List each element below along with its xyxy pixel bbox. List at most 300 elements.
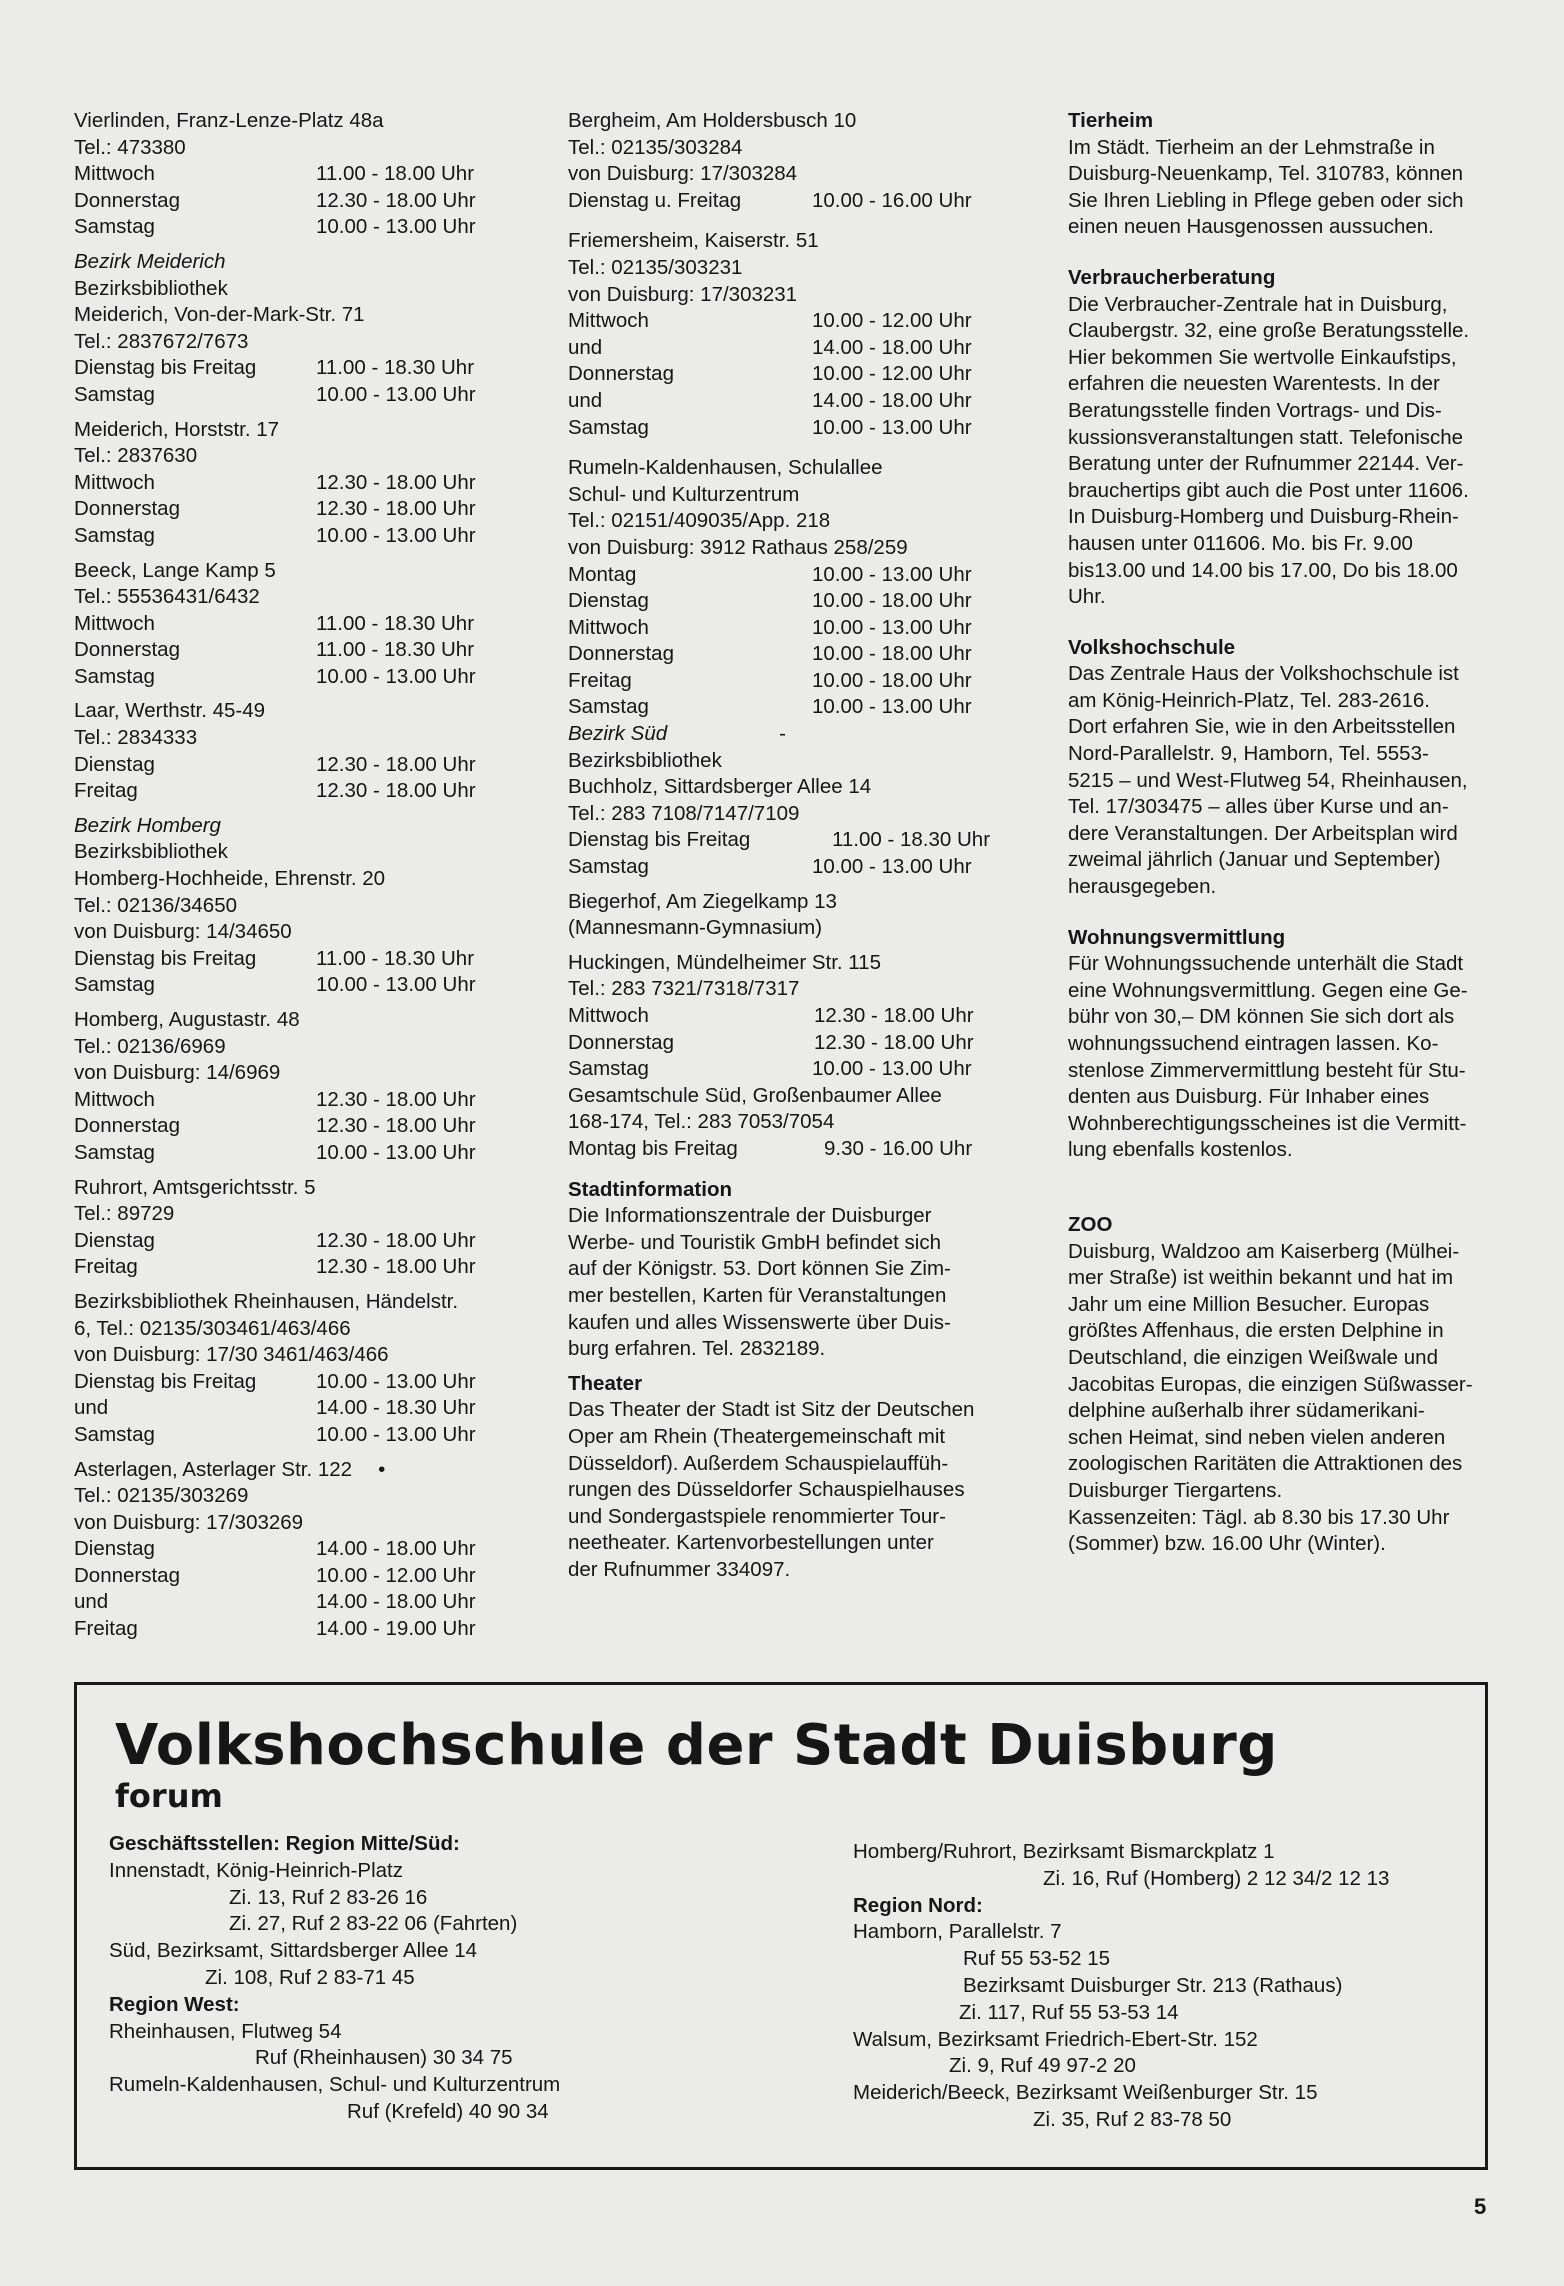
hours-time: 10.00 - 18.00 Uhr: [812, 589, 972, 613]
library-head: Schul- und Kulturzentrum: [568, 482, 800, 506]
hours-day: Mittwoch: [568, 1004, 649, 1027]
hours-day: Donnerstag: [74, 638, 180, 662]
library-vierlinden: [74, 108, 504, 241]
district-library-label: Bezirksbibliothek: [74, 276, 228, 300]
library-head: Huckingen, Mündelheimer Str. 115: [568, 950, 881, 974]
section-text: Jacobitas Europas, die einzigen Süßwasser-: [1068, 1372, 1473, 1396]
hours-day: Mittwoch: [568, 615, 649, 639]
office-line: Ruf (Rheinhausen) 30 34 75: [255, 2046, 513, 2070]
library-homberg-hochheide: [74, 866, 504, 999]
section-text: Sie Ihren Liebling in Pflege geben oder sich: [1068, 188, 1464, 212]
hours-time: 12.30 - 18.00 Uhr: [814, 1030, 974, 1054]
hours-row: [568, 641, 992, 668]
column-libraries-2: [568, 108, 992, 1583]
section-text: wohnungssuchend eintragen lassen. Ko-: [1068, 1032, 1439, 1055]
hours-day: Donnerstag: [74, 1114, 180, 1138]
library-head-text: Asterlagen, Asterlager Str. 122: [74, 1457, 353, 1481]
hours-day: Donnerstag: [74, 1563, 180, 1587]
hours-time: 12.30 - 18.00 Uhr: [316, 1114, 476, 1138]
section-text: (Sommer) bzw. 16.00 Uhr (Winter).: [1068, 1532, 1386, 1556]
hours-day: Freitag: [568, 668, 632, 692]
hours-row: [74, 611, 504, 638]
hours-day: und: [74, 1590, 109, 1614]
hours-row: [74, 382, 504, 409]
library-tel-extra: von Duisburg: 17/30 3461/463/466: [74, 1343, 389, 1367]
library-head: Rumeln-Kaldenhausen, Schulallee: [568, 456, 883, 480]
office-line: Ruf 55 53-52 15: [963, 1947, 1111, 1971]
region-heading: Region West:: [109, 1992, 240, 2016]
hours-row: [568, 854, 992, 881]
section-text: Beratung unter der Rufnummer 22144. Ver-: [1068, 452, 1464, 476]
section-text: Kassenzeiten: Tägl. ab 8.30 bis 17.30 Uhr: [1068, 1505, 1450, 1529]
section-text: Wohnberechtigungsscheines ist die Vermitt-: [1068, 1111, 1467, 1135]
library-tel: Tel.: 02135/303269: [74, 1484, 249, 1508]
hours-row: [74, 523, 504, 550]
hours-day: Samstag: [568, 1057, 649, 1081]
dash-mark: -: [779, 722, 786, 746]
section-text: mer Straße) ist weithin bekannt und hat im: [1068, 1266, 1454, 1290]
hours-time: 10.00 - 13.00 Uhr: [812, 1057, 972, 1081]
hours-time: 12.30 - 18.00 Uhr: [316, 1087, 476, 1111]
section-text: Oper am Rhein (Theatergemeinschaft mit: [568, 1424, 946, 1448]
hours-day: Dienstag bis Freitag: [74, 946, 257, 970]
hours-row: [74, 496, 504, 523]
hours-day: Samstag: [74, 1140, 155, 1164]
library-homberg-augusta: [74, 1007, 504, 1167]
hours-row: [74, 1113, 504, 1140]
hours-day: Samstag: [74, 664, 155, 688]
hours-row: [74, 664, 504, 691]
section-text: Im Städt. Tierheim an der Lehmstraße in: [1068, 135, 1435, 159]
hours-time: 14.00 - 19.00 Uhr: [316, 1617, 476, 1641]
hours-row: [568, 1136, 992, 1163]
hours-time: 10.00 - 13.00 Uhr: [316, 215, 476, 239]
section-title: Tierheim: [1068, 109, 1154, 132]
library-buchholz: [568, 774, 992, 880]
hours-day: Donnerstag: [74, 497, 180, 521]
library-meiderich-horst: [74, 417, 504, 550]
hours-day: und: [568, 388, 603, 412]
hours-time: 12.30 - 18.00 Uhr: [316, 1228, 476, 1252]
section-text: Die Informationszentrale der Duisburger: [568, 1204, 932, 1228]
district-library-label: Bezirksbibliothek: [74, 840, 228, 864]
section-text: am König-Heinrich-Platz, Tel. 283-2616.: [1068, 688, 1430, 712]
section-text: delphine außerhalb ihrer südamerikani-: [1068, 1399, 1425, 1423]
hours-day: Samstag: [568, 415, 649, 439]
vhs-offices-left: [109, 1831, 749, 2126]
hours-day: Mittwoch: [74, 162, 155, 186]
hours-row: [568, 668, 992, 695]
hours-row: [568, 588, 992, 615]
bullet-icon: •: [378, 1457, 386, 1481]
hours-day: und: [568, 335, 603, 359]
hours-time: 11.00 - 18.30 Uhr: [316, 356, 475, 380]
library-meiderich: [74, 302, 504, 408]
section-theater: [568, 1371, 992, 1584]
section-text: Duisburger Tiergartens.: [1068, 1478, 1283, 1502]
section-text: Düsseldorf). Außerdem Schauspielauffüh-: [568, 1451, 949, 1475]
hours-day: Montag: [568, 562, 637, 586]
section-text: zoologischen Raritäten die Attraktionen des: [1068, 1452, 1463, 1476]
hours-time: 10.00 - 12.00 Uhr: [812, 362, 972, 386]
hours-row: [74, 161, 504, 188]
library-head: [74, 1457, 504, 1484]
hours-time: 10.00 - 18.00 Uhr: [812, 642, 972, 666]
library-tel: Tel.: 89729: [74, 1202, 175, 1226]
office-line: Zi. 27, Ruf 2 83-22 06 (Fahrten): [229, 1912, 518, 1936]
hours-day: Dienstag u. Freitag: [568, 188, 742, 212]
hours-time: 14.00 - 18.00 Uhr: [812, 335, 972, 359]
library-head: Homberg-Hochheide, Ehrenstr. 20: [74, 867, 386, 891]
hours-day: Dienstag bis Freitag: [568, 828, 751, 852]
hours-day: Dienstag: [74, 1537, 155, 1561]
library-tel-extra: von Duisburg: 3912 Rathaus 258/259: [568, 535, 908, 559]
library-tel: Tel.: 02135/303231: [568, 255, 743, 279]
hours-time: 10.00 - 13.00 Uhr: [316, 1422, 476, 1446]
section-title: Stadtinformation: [568, 1177, 732, 1201]
section-text: mer bestellen, Karten für Veranstaltungen: [568, 1283, 947, 1307]
hours-time: 10.00 - 13.00 Uhr: [812, 855, 972, 879]
section-wohnungsvermittlung: [1068, 925, 1496, 1164]
hours-time: 10.00 - 16.00 Uhr: [812, 188, 972, 212]
hours-day: Dienstag bis Freitag: [74, 356, 257, 380]
library-rumeln: [568, 455, 992, 721]
hours-time: 10.00 - 13.00 Uhr: [812, 615, 972, 639]
section-text: bühr von 30,– DM können Sie sich dort als: [1068, 1005, 1455, 1029]
library-tel-extra: von Duisburg: 17/303269: [74, 1510, 304, 1534]
library-head: Beeck, Lange Kamp 5: [74, 558, 276, 582]
hours-day: Donnerstag: [568, 1030, 674, 1054]
hours-day: Samstag: [74, 215, 155, 239]
office-line: Zi. 35, Ruf 2 83-78 50: [1033, 2107, 1232, 2131]
hours-day: Dienstag bis Freitag: [74, 1369, 257, 1393]
hours-row: [74, 1228, 504, 1255]
section-text: bis13.00 und 14.00 bis 17.00, Do bis 18.00: [1068, 558, 1458, 582]
hours-row: [568, 1030, 992, 1057]
hours-row: [74, 946, 504, 973]
hours-time: 10.00 - 13.00 Uhr: [812, 415, 972, 439]
hours-day: Freitag: [74, 1255, 138, 1279]
vhs-offices-right: [853, 1839, 1473, 2134]
page-number: 5: [1474, 2194, 1487, 2219]
section-stadtinformation: [568, 1177, 992, 1363]
section-verbraucherberatung: [1068, 265, 1496, 611]
hours-time: 12.30 - 18.00 Uhr: [316, 470, 476, 494]
section-title: Wohnungsvermittlung: [1068, 925, 1286, 949]
section-title: Theater: [568, 1371, 643, 1395]
hours-day: Samstag: [74, 1422, 155, 1446]
section-text: herausgegeben.: [1068, 875, 1217, 899]
section-text: der Rufnummer 334097.: [568, 1557, 791, 1581]
hours-day: Donnerstag: [568, 642, 674, 666]
hours-day: Mittwoch: [74, 470, 155, 494]
office-line: Zi. 108, Ruf 2 83-71 45: [205, 1965, 415, 1989]
section-text: Deutschland, die einzigen Weißwale und: [1068, 1345, 1438, 1369]
office-line: Bezirksamt Duisburger Str. 213 (Rathaus): [963, 1973, 1343, 1997]
hours-row: [74, 1422, 504, 1449]
office-line: Ruf (Krefeld) 40 90 34: [347, 2099, 549, 2123]
library-head: Gesamtschule Süd, Großenbaumer Allee: [568, 1083, 942, 1107]
library-head: Ruhrort, Amtsgerichtsstr. 5: [74, 1175, 316, 1199]
hours-time: 10.00 - 13.00 Uhr: [316, 973, 476, 997]
hours-time: 10.00 - 13.00 Uhr: [812, 695, 972, 719]
hours-time: 10.00 - 13.00 Uhr: [316, 1140, 476, 1164]
hours-row: [568, 694, 992, 721]
region-heading: Geschäftsstellen: Region Mitte/Süd:: [109, 1832, 460, 1855]
library-rheinhausen: [74, 1289, 504, 1449]
section-text: dere Veranstaltungen. Der Arbeitsplan wird: [1068, 821, 1458, 845]
hours-time: 10.00 - 12.00 Uhr: [316, 1563, 476, 1587]
office-line: Zi. 9, Ruf 49 97-2 20: [949, 2054, 1136, 2078]
section-text: kaufen und alles Wissenswerte über Duis-: [568, 1310, 951, 1334]
hours-row: [74, 752, 504, 779]
hours-row: [74, 1563, 504, 1590]
hours-time: 10.00 - 13.00 Uhr: [316, 1369, 476, 1393]
library-head: Buchholz, Sittardsberger Allee 14: [568, 775, 872, 799]
hours-time: 9.30 - 16.00 Uhr: [824, 1136, 973, 1160]
hours-time: 10.00 - 13.00 Uhr: [316, 523, 476, 547]
hours-time: 12.30 - 18.00 Uhr: [316, 497, 476, 521]
library-tel: Tel.: 473380: [74, 135, 186, 159]
library-tel: Tel.: 55536431/6432: [74, 585, 260, 609]
office-line: Walsum, Bezirksamt Friedrich-Ebert-Str. 152: [853, 2027, 1258, 2051]
hours-time: 10.00 - 13.00 Uhr: [316, 382, 476, 406]
section-text: denten aus Duisburg. Für Inhaber eines: [1068, 1085, 1430, 1109]
hours-time: 11.00 - 18.30 Uhr: [316, 638, 475, 662]
library-biegerhof: [568, 889, 992, 942]
hours-day: Samstag: [74, 523, 155, 547]
section-text: Uhr.: [1068, 585, 1106, 609]
hours-row: [74, 1589, 504, 1616]
hours-day: Samstag: [568, 695, 649, 719]
library-head: 6, Tel.: 02135/303461/463/466: [74, 1316, 351, 1340]
section-text: Jahr um eine Million Besucher. Europas: [1068, 1292, 1430, 1316]
hours-day: Donnerstag: [568, 362, 674, 386]
section-text: und Sondergastspiele renommierter Tour-: [568, 1504, 946, 1528]
library-huckingen: [568, 950, 992, 1083]
hours-time: 12.30 - 18.00 Uhr: [316, 752, 476, 776]
vhs-forum-box: [74, 1682, 1488, 2170]
hours-time: 12.30 - 18.00 Uhr: [316, 779, 476, 803]
library-tel: Tel.: 02135/303284: [568, 135, 743, 159]
library-tel: Tel.: 283 7321/7318/7317: [568, 977, 800, 1001]
library-head: Homberg, Augustastr. 48: [74, 1008, 300, 1031]
hours-time: 12.30 - 18.00 Uhr: [814, 1004, 974, 1027]
library-tel: Tel.: 2837672/7673: [74, 329, 249, 353]
section-text: Für Wohnungssuchende unterhält die Stadt: [1068, 952, 1464, 976]
library-tel-extra: von Duisburg: 17/303231: [568, 282, 798, 306]
section-text: Hier bekommen Sie wertvolle Einkaufstips,: [1068, 345, 1457, 369]
section-text: Das Zentrale Haus der Volkshochschule ist: [1068, 662, 1459, 686]
section-text: Das Theater der Stadt ist Sitz der Deutschen: [568, 1398, 975, 1422]
office-line: Hamborn, Parallelstr. 7: [853, 1920, 1062, 1944]
library-ruhrort: [74, 1175, 504, 1281]
vhs-box-subtitle: forum: [115, 1777, 223, 1815]
section-text: Werbe- und Touristik GmbH befindet sich: [568, 1230, 941, 1254]
section-zoo: [1068, 1212, 1496, 1558]
hours-day: Samstag: [568, 855, 649, 879]
section-text: burg erfahren. Tel. 2832189.: [568, 1337, 826, 1361]
hours-row: [74, 355, 504, 382]
library-tel: Tel.: 2837630: [74, 444, 198, 468]
hours-row: [74, 470, 504, 497]
hours-row: [74, 1369, 504, 1396]
hours-time: 10.00 - 12.00 Uhr: [812, 309, 972, 333]
hours-day: Dienstag: [568, 589, 649, 613]
hours-day: und: [74, 1396, 109, 1420]
hours-row: [74, 214, 504, 241]
library-head: Bezirksbibliothek Rheinhausen, Händelstr.: [74, 1289, 459, 1313]
section-tierheim: [1068, 108, 1496, 241]
section-text: lung ebenfalls kostenlos.: [1068, 1138, 1293, 1162]
hours-row: [568, 188, 992, 215]
office-line: Zi. 16, Ruf (Homberg) 2 12 34/2 12 13: [1043, 1866, 1390, 1890]
hours-row: [74, 1140, 504, 1167]
section-text: Tel. 17/303475 – alles über Kurse und an-: [1068, 795, 1449, 819]
hours-time: 10.00 - 13.00 Uhr: [812, 562, 972, 586]
section-text: In Duisburg-Homberg und Duisburg-Rhein-: [1068, 505, 1459, 529]
library-gesamtschule: [568, 1083, 992, 1163]
section-title: ZOO: [1068, 1212, 1113, 1236]
library-head: Laar, Werthstr. 45-49: [74, 699, 266, 723]
section-text: rungen des Düsseldorfer Schauspielhauses: [568, 1478, 965, 1502]
hours-row: [74, 1536, 504, 1563]
hours-day: Freitag: [74, 779, 138, 803]
office-line: Innenstadt, König-Heinrich-Platz: [109, 1858, 403, 1882]
vhs-box-title: Volkshochschule der Stadt Duisburg: [115, 1713, 1278, 1778]
district-heading-row: [568, 721, 992, 748]
district-heading: Bezirk Homberg: [74, 813, 221, 837]
district-heading: Bezirk Süd: [568, 722, 668, 746]
section-text: Duisburg-Neuenkamp, Tel. 310783, können: [1068, 162, 1464, 186]
library-tel: Tel.: 283 7108/7147/7109: [568, 801, 800, 825]
district-library-label: Bezirksbibliothek: [568, 748, 722, 772]
library-tel-extra: von Duisburg: 17/303284: [568, 162, 798, 186]
hours-row: [568, 1003, 992, 1030]
hours-day: Freitag: [74, 1617, 138, 1641]
hours-day: Montag bis Freitag: [568, 1136, 738, 1160]
section-text: hausen unter 011606. Mo. bis Fr. 9.00: [1068, 531, 1413, 555]
library-tel-extra: von Duisburg: 14/6969: [74, 1061, 281, 1085]
library-head: Biegerhof, Am Ziegelkamp 13: [568, 889, 837, 913]
hours-row: [568, 1056, 992, 1083]
office-line: Süd, Bezirksamt, Sittardsberger Allee 14: [109, 1939, 478, 1963]
library-asterlagen: [74, 1457, 504, 1643]
hours-day: Samstag: [74, 973, 155, 997]
hours-row: [568, 361, 992, 388]
section-text: Claubergstr. 32, eine große Beratungsstelle.: [1068, 319, 1470, 343]
library-sub: (Mannesmann-Gymnasium): [568, 916, 823, 940]
hours-time: 11.00 - 18.30 Uhr: [316, 946, 475, 970]
office-line: Rheinhausen, Flutweg 54: [109, 2019, 342, 2043]
library-bergheim: [568, 108, 992, 214]
hours-time: 12.30 - 18.00 Uhr: [316, 1255, 476, 1279]
library-tel-extra: von Duisburg: 14/34650: [74, 920, 292, 944]
hours-day: Mittwoch: [74, 611, 155, 635]
section-text: auf der Königstr. 53. Dort können Sie Zim-: [568, 1257, 951, 1281]
hours-day: Donnerstag: [74, 188, 180, 212]
hours-row: [568, 415, 992, 442]
office-line: Rumeln-Kaldenhausen, Schul- und Kulturzentrum: [109, 2073, 561, 2097]
hours-row: [74, 1254, 504, 1281]
hours-row: [74, 972, 504, 999]
hours-row: [568, 335, 992, 362]
library-beeck: [74, 558, 504, 691]
hours-row: [74, 637, 504, 664]
hours-day: Mittwoch: [568, 309, 649, 333]
hours-time: 10.00 - 18.00 Uhr: [812, 668, 972, 692]
hours-row: [568, 827, 992, 854]
district-heading: Bezirk Meiderich: [74, 249, 226, 273]
hours-row: [568, 615, 992, 642]
library-tel: Tel.: 02136/34650: [74, 893, 237, 917]
hours-row: [74, 1616, 504, 1643]
section-text: kussionsveranstaltungen statt. Telefonische: [1068, 425, 1464, 449]
hours-time: 12.30 - 18.00 Uhr: [316, 188, 476, 212]
library-head: Bergheim, Am Holdersbusch 10: [568, 109, 857, 132]
office-line: Zi. 117, Ruf 55 53-53 14: [959, 2000, 1179, 2024]
section-text: Duisburg, Waldzoo am Kaiserberg (Mülhei-: [1068, 1239, 1460, 1263]
hours-row: [568, 388, 992, 415]
hours-row: [74, 778, 504, 805]
hours-day: Mittwoch: [74, 1087, 155, 1111]
hours-row: [74, 188, 504, 215]
office-line: Homberg/Ruhrort, Bezirksamt Bismarckplatz 1: [853, 1840, 1275, 1863]
office-line: Zi. 13, Ruf 2 83-26 16: [229, 1885, 428, 1909]
hours-time: 10.00 - 13.00 Uhr: [316, 664, 476, 688]
section-text: Nord-Parallelstr. 9, Hamborn, Tel. 5553-: [1068, 742, 1429, 766]
section-text: eine Wohnungsvermittlung. Gegen eine Ge-: [1068, 978, 1468, 1002]
hours-time: 14.00 - 18.30 Uhr: [316, 1396, 476, 1420]
library-friemersheim: [568, 228, 992, 441]
section-text: zweimal jährlich (Januar und September): [1068, 848, 1441, 872]
library-tel: Tel.: 02151/409035/App. 218: [568, 509, 831, 533]
hours-time: 14.00 - 18.00 Uhr: [316, 1537, 476, 1561]
hours-time: 11.00 - 18.30 Uhr: [832, 828, 991, 852]
hours-day: Samstag: [74, 382, 155, 406]
hours-row: [568, 562, 992, 589]
section-volkshochschule: [1068, 635, 1496, 901]
section-text: neetheater. Kartenvorbestellungen unter: [568, 1531, 934, 1555]
hours-time: 14.00 - 18.00 Uhr: [812, 388, 972, 412]
hours-row: [568, 308, 992, 335]
section-text: Die Verbraucher-Zentrale hat in Duisburg,: [1068, 292, 1448, 316]
section-text: einen neuen Hausgenossen aussuchen.: [1068, 215, 1434, 239]
hours-day: Dienstag: [74, 752, 155, 776]
section-text: Beratungsstelle finden Vortrags- und Dis-: [1068, 398, 1442, 422]
library-head: 168-174, Tel.: 283 7053/7054: [568, 1110, 835, 1134]
library-laar: [74, 698, 504, 804]
library-head: Meiderich, Horststr. 17: [74, 417, 280, 441]
hours-day: Dienstag: [74, 1228, 155, 1252]
library-head: Vierlinden, Franz-Lenze-Platz 48a: [74, 109, 384, 132]
column-services: [1068, 108, 1496, 1558]
section-text: größtes Affenhaus, die ersten Delphine in: [1068, 1319, 1444, 1343]
hours-time: 14.00 - 18.00 Uhr: [316, 1590, 476, 1614]
hours-row: [74, 1395, 504, 1422]
hours-time: 11.00 - 18.30 Uhr: [316, 611, 475, 635]
section-text: Dort erfahren Sie, wie in den Arbeitsstellen: [1068, 715, 1456, 739]
section-text: 5215 – und West-Flutweg 54, Rheinhausen,: [1068, 768, 1468, 792]
library-tel: Tel.: 02136/6969: [74, 1034, 226, 1058]
section-text: schen Heimat, sind neben vielen anderen: [1068, 1425, 1446, 1449]
hours-row: [74, 1087, 504, 1114]
library-head: Friemersheim, Kaiserstr. 51: [568, 229, 819, 253]
region-heading: Region Nord:: [853, 1893, 983, 1917]
library-tel: Tel.: 2834333: [74, 726, 198, 750]
column-libraries-1: [74, 108, 504, 1643]
section-title: Volkshochschule: [1068, 635, 1236, 659]
